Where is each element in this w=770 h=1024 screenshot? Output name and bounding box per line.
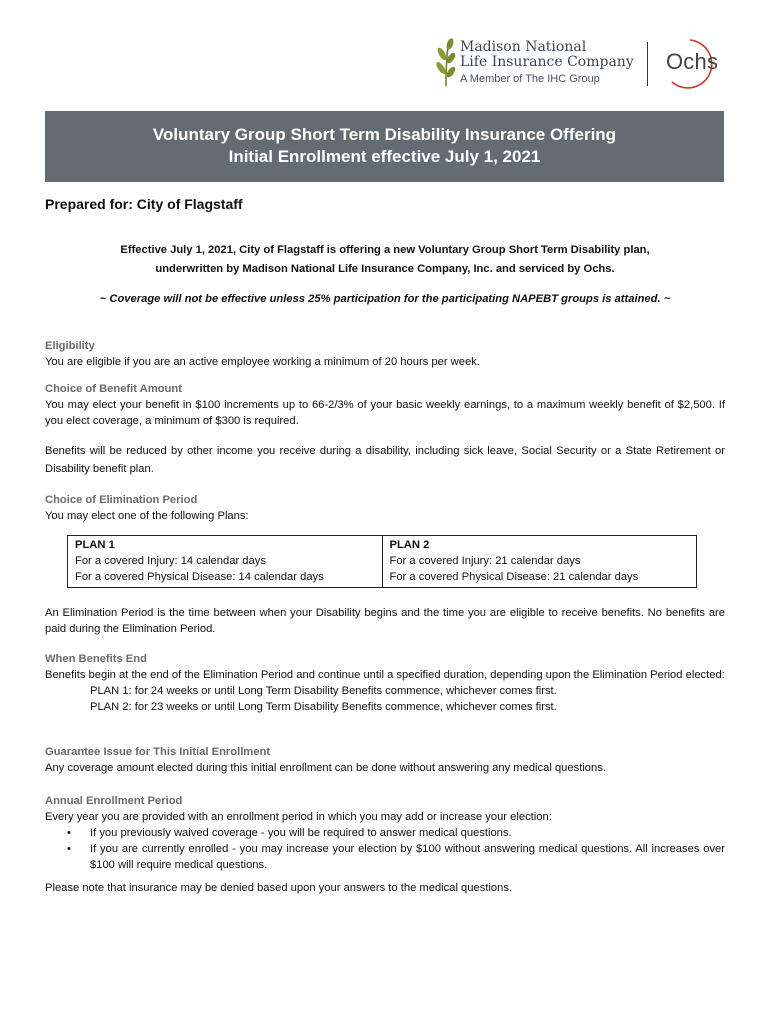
- benefit-reduction-text: Benefits will be reduced by other income you receive during a disability, including sick leave, Social Security or a State Retirement or Disability benefit plan.: [45, 445, 725, 475]
- plan-2-injury: For a covered Injury: 21 calendar days: [389, 555, 581, 567]
- header-logos: [434, 36, 734, 92]
- benefits-end-plan1: PLAN 1: for 24 weeks or until Long Term Disability Benefits commence, whichever comes first.: [90, 685, 557, 697]
- plan-1-disease: For a covered Physical Disease: 14 calendar days: [75, 571, 324, 583]
- plan-2-title: PLAN 2: [389, 539, 430, 551]
- plan-2-disease: For a covered Physical Disease: 21 calendar days: [389, 571, 639, 583]
- plan-1-title: PLAN 1: [75, 539, 115, 551]
- bullet-text: If you are currently enrolled - you may increase your election by $100 without answering medical questions. All increases over $100 will require medical questions.: [90, 843, 725, 871]
- annual-text: Every year you are provided with an enrollment period in which you may add or increase your election:: [45, 811, 552, 823]
- leaf-logo-icon: [434, 36, 458, 88]
- title-line1: Voluntary Group Short Term Disability Insurance Offering: [152, 125, 617, 144]
- plan-1-injury: For a covered Injury: 14 calendar days: [75, 555, 266, 567]
- title-line2: Initial Enrollment effective July 1, 2021: [228, 147, 541, 166]
- guarantee-text: Any coverage amount elected during this initial enrollment can be done without answering any medical questions.: [45, 762, 606, 774]
- plan-2-cell: [382, 536, 697, 588]
- intro-paragraph: [45, 241, 725, 279]
- eligibility-text: You are eligible if you are an active employee working a minimum of 20 hours per week.: [45, 356, 480, 368]
- title-banner: [45, 111, 724, 182]
- benefits-end-text: Benefits begin at the end of the Elimination Period and continue until a specified duration, depending upon the Elimination Period elected:: [45, 669, 725, 681]
- benefit-amount-text: You may elect your benefit in $100 increments up to 66-2/3% of your basic weekly earnings, to a maximum weekly benefit of $2,500. If you elect coverage, a minimum of $300 is required.: [45, 399, 725, 427]
- intro-line1: Effective July 1, 2021, City of Flagstaff is offering a new Voluntary Group Short Term Disability plan,: [120, 244, 650, 256]
- ochs-logo-text: Ochs: [666, 49, 719, 74]
- eligibility-section: [45, 338, 725, 370]
- annual-heading: Annual Enrollment Period: [45, 795, 183, 807]
- intro-line2: underwritten by Madison National Life Insurance Company, Inc. and serviced by Ochs.: [155, 263, 615, 275]
- benefits-end-plan2: PLAN 2: for 23 weeks or until Long Term Disability Benefits commence, whichever comes first.: [90, 701, 557, 713]
- elimination-definition: An Elimination Period is the time between when your Disability begins and the time you are eligible to receive benefits. No benefits are paid during the Elimination Period.: [45, 607, 725, 635]
- medical-note: Please note that insurance may be denied based upon your answers to the medical questions.: [45, 882, 513, 894]
- guarantee-heading: Guarantee Issue for This Initial Enrollment: [45, 746, 271, 758]
- prepared-for: Prepared for: City of Flagstaff: [45, 196, 243, 212]
- elimination-text: You may elect one of the following Plans:: [45, 510, 249, 522]
- benefit-amount-section: [45, 381, 725, 478]
- plans-table: [67, 535, 697, 588]
- benefit-amount-heading: Choice of Benefit Amount: [45, 383, 182, 395]
- logo-divider: [647, 42, 648, 86]
- bullet-text: If you previously waived coverage - you will be required to answer medical questions.: [90, 827, 512, 839]
- participation-warning: ~ Coverage will not be effective unless 25% participation for the participating NAPEBT groups is attained. ~: [99, 293, 671, 305]
- guarantee-section: [45, 744, 725, 776]
- bullet-item: [45, 841, 725, 873]
- annual-section: [45, 793, 725, 896]
- elimination-heading: Choice of Elimination Period: [45, 494, 198, 506]
- member-tagline: A Member of The IHC Group: [460, 73, 600, 85]
- madison-national-name: [460, 40, 634, 70]
- elimination-section: [45, 492, 725, 524]
- eligibility-heading: Eligibility: [45, 340, 95, 352]
- plans-row: [68, 536, 697, 588]
- benefits-end-heading: When Benefits End: [45, 653, 147, 665]
- benefits-end-section: [45, 651, 725, 715]
- company-line2: Life Insurance Company: [460, 54, 634, 70]
- bullet-icon: •: [67, 843, 71, 855]
- plan-1-cell: [68, 536, 383, 588]
- annual-bullets: [45, 825, 725, 873]
- company-line1: Madison National: [460, 39, 587, 55]
- bullet-item: [45, 825, 725, 841]
- bullet-icon: •: [67, 827, 71, 839]
